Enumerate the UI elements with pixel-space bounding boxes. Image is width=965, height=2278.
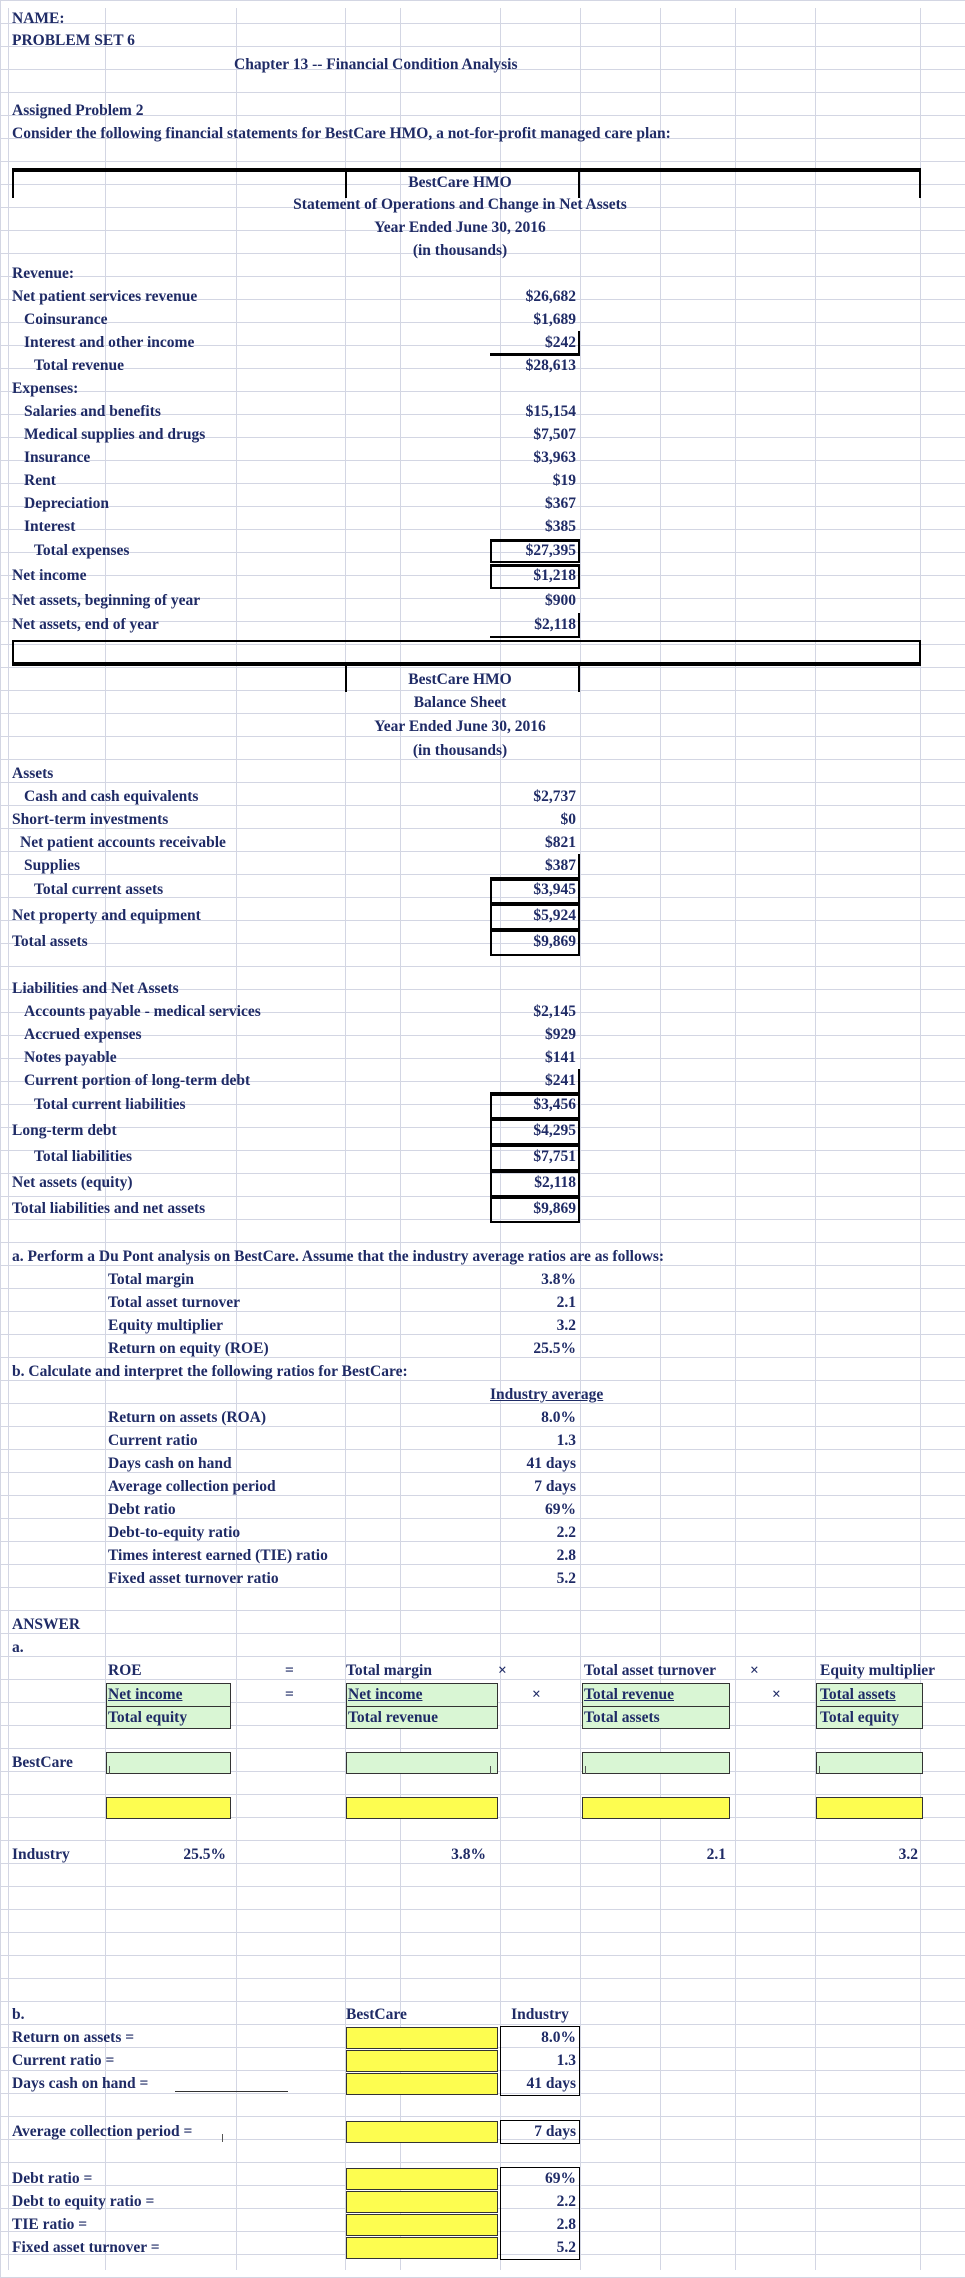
line-item-label: Total revenue	[34, 357, 124, 374]
line-item-label: Net income	[12, 567, 87, 584]
line-item-label: Total current liabilities	[34, 1096, 186, 1113]
b-row-label: Current ratio =	[12, 2052, 115, 2069]
subtotal-border	[490, 903, 580, 930]
line-item-value: $2,118	[534, 616, 576, 633]
line-item-value: $241	[545, 1072, 576, 1089]
formula-numerator: Net income	[348, 1686, 423, 1703]
line-item-value: $1,218	[533, 567, 576, 584]
ratio-value: 7 days	[534, 1478, 576, 1495]
line-item-value: $5,924	[533, 907, 576, 924]
b-bestcare-cell[interactable]	[346, 2073, 498, 2095]
problem-prompt: Consider the following financial statements for BestCare HMO, a not-for-profit managed care plan:	[12, 125, 671, 142]
b-row-label: Return on assets =	[12, 2029, 135, 2046]
b-bestcare-cell[interactable]	[346, 2191, 498, 2213]
grid-line	[815, 8, 816, 2270]
equals-sign: =	[285, 1686, 294, 1703]
b-industry-value: 1.3	[556, 2052, 576, 2069]
ratio-label: Total asset turnover	[108, 1294, 241, 1311]
bs-company: BestCare HMO	[408, 671, 512, 688]
subtotal-border	[490, 539, 580, 563]
line-item-label: Net property and equipment	[12, 907, 201, 924]
line-item-label: Total liabilities and net assets	[12, 1200, 206, 1217]
line-item-value: $9,869	[533, 1200, 576, 1217]
b-bestcare-cell[interactable]	[346, 2214, 498, 2236]
bestcare-label: BestCare	[12, 1754, 73, 1771]
line-item-value: $19	[552, 472, 576, 489]
subtotal-border	[490, 929, 580, 956]
ratio-value: 8.0%	[541, 1409, 576, 1426]
ratio-value: 69%	[545, 1501, 576, 1518]
industry-box	[500, 2026, 580, 2096]
dupont-head: Total margin	[346, 1662, 432, 1679]
b-bestcare-cell[interactable]	[346, 2237, 498, 2259]
line-item-value: $0	[560, 811, 576, 828]
ratio-value: 25.5%	[533, 1340, 576, 1357]
b-row-label: Fixed asset turnover =	[12, 2239, 160, 2256]
is-company: BestCare HMO	[408, 174, 512, 191]
b-industry-value: 2.8	[556, 2216, 576, 2233]
line-item-label: Cash and cash equivalents	[24, 788, 199, 805]
b-bestcare-cell[interactable]	[346, 2121, 498, 2143]
bestcare-turnover-result[interactable]	[582, 1797, 730, 1819]
ratio-value: 41 days	[526, 1455, 576, 1472]
grid-line	[660, 8, 661, 2270]
line-item-label: Current portion of long-term debt	[24, 1072, 251, 1089]
line-item-value: $900	[545, 592, 576, 609]
industry-value: 25.5%	[183, 1846, 226, 1863]
subtotal-border	[490, 331, 580, 356]
cell-marker	[585, 1766, 586, 1774]
line-item-value: $3,963	[533, 449, 576, 466]
line-item-label: Net assets (equity)	[12, 1174, 133, 1191]
industry-box	[500, 2120, 580, 2144]
formula-denominator: Total equity	[820, 1709, 900, 1726]
ratio-label: Return on equity (ROE)	[108, 1340, 269, 1357]
industry-average-header: Industry average	[490, 1386, 604, 1403]
line-item-value: $2,737	[533, 788, 576, 805]
line-item-value: $7,507	[533, 426, 576, 443]
subtotal-border	[490, 1118, 580, 1145]
line-item-label: Long-term debt	[12, 1122, 117, 1139]
question-a-text: a. Perform a Du Pont analysis on BestCare. Assume that the industry average ratios are as follows:	[12, 1248, 665, 1265]
ratio-label: Equity multiplier	[108, 1317, 223, 1334]
subtotal-border	[490, 854, 580, 879]
line-item-value: $385	[545, 518, 576, 535]
industry-value: 2.1	[706, 1846, 726, 1863]
line-item-label: Net patient accounts receivable	[20, 834, 226, 851]
industry-value: 3.8%	[451, 1846, 486, 1863]
ratio-label: Fixed asset turnover ratio	[108, 1570, 279, 1587]
grid-line	[8, 8, 9, 2270]
bestcare-multiplier-result[interactable]	[816, 1797, 923, 1819]
formula-numerator: Net income	[108, 1686, 183, 1703]
b-bestcare-cell[interactable]	[346, 2027, 498, 2049]
b-industry-value: 8.0%	[541, 2029, 576, 2046]
b-industry-value: 69%	[545, 2170, 576, 2187]
answer-a-label: a.	[12, 1639, 24, 1656]
chapter-title: Chapter 13 -- Financial Condition Analysis	[234, 56, 518, 73]
ratio-value: 2.2	[556, 1524, 576, 1541]
b-row-label: Average collection period =	[12, 2123, 193, 2140]
line-item-value: $2,145	[533, 1003, 576, 1020]
line-item-value: $821	[545, 834, 576, 851]
is-units: (in thousands)	[412, 242, 508, 259]
line-item-value: $4,295	[533, 1122, 576, 1139]
b-bestcare-cell[interactable]	[346, 2050, 498, 2072]
bestcare-margin-result[interactable]	[346, 1797, 498, 1819]
problem-title: Assigned Problem 2	[12, 102, 144, 119]
bs-statement: Balance Sheet	[413, 694, 507, 711]
line-item-value: $1,689	[533, 311, 576, 328]
subtotal-border	[490, 878, 580, 904]
revenue-heading: Revenue:	[12, 265, 74, 282]
line-item-value: $15,154	[525, 403, 576, 420]
bestcare-multiplier-input[interactable]	[816, 1752, 923, 1774]
subtotal-border	[490, 1196, 580, 1223]
bestcare-margin-input[interactable]	[346, 1752, 498, 1774]
subtotal-border	[490, 613, 580, 638]
industry-value: 3.2	[898, 1846, 918, 1863]
cell-marker	[819, 1766, 820, 1774]
line-item-value: $7,751	[533, 1148, 576, 1165]
ratio-label: Days cash on hand	[108, 1455, 232, 1472]
dupont-head: ROE	[108, 1662, 142, 1679]
b-industry-value: 2.2	[556, 2193, 576, 2210]
b-industry-value: 7 days	[534, 2123, 576, 2140]
bestcare-turnover-input[interactable]	[582, 1752, 730, 1774]
cell-marker	[222, 2134, 223, 2142]
b-industry-value: 41 days	[526, 2075, 576, 2092]
line-item-value: $3,456	[533, 1096, 576, 1113]
assets-heading: Assets	[12, 765, 54, 782]
formula-denominator: Total assets	[584, 1709, 660, 1726]
line-item-label: Rent	[24, 472, 56, 489]
grid-line	[580, 8, 581, 2270]
ratio-value: 2.8	[556, 1547, 576, 1564]
line-item-label: Notes payable	[24, 1049, 117, 1066]
ratio-value: 3.2	[556, 1317, 576, 1334]
ratio-label: Total margin	[108, 1271, 194, 1288]
liabilities-heading: Liabilities and Net Assets	[12, 980, 179, 997]
formula-numerator: Total revenue	[584, 1686, 674, 1703]
grid-line	[345, 8, 346, 2270]
ratio-label: Return on assets (ROA)	[108, 1409, 267, 1426]
subtotal-border	[490, 564, 580, 589]
formula-numerator: Total assets	[820, 1686, 896, 1703]
line-item-label: Insurance	[24, 449, 91, 466]
name-label: NAME:	[12, 10, 65, 27]
ratio-label: Current ratio	[108, 1432, 198, 1449]
subtotal-border	[490, 1069, 580, 1094]
line-item-value: $9,869	[533, 933, 576, 950]
line-item-label: Depreciation	[24, 495, 109, 512]
line-item-label: Accrued expenses	[24, 1026, 142, 1043]
line-item-label: Total current assets	[34, 881, 164, 898]
ratio-value: 1.3	[556, 1432, 576, 1449]
subtotal-border	[490, 1170, 580, 1197]
b-row-label: Debt ratio =	[12, 2170, 93, 2187]
industry-box	[500, 2167, 580, 2260]
title-row-box	[12, 640, 921, 664]
line-item-label: Total assets	[12, 933, 88, 950]
line-item-label: Salaries and benefits	[24, 403, 161, 420]
grid-line	[400, 8, 401, 2270]
bs-units: (in thousands)	[412, 742, 508, 759]
dupont-head: Total asset turnover	[584, 1662, 717, 1679]
times-sign: ×	[772, 1686, 781, 1703]
line-item-value: $242	[545, 334, 576, 351]
bestcare-roe-result[interactable]	[106, 1797, 231, 1819]
b-row-label: TIE ratio =	[12, 2216, 88, 2233]
line-item-label: Accounts payable - medical services	[24, 1003, 261, 1020]
times-sign: ×	[498, 1662, 507, 1679]
line-item-value: $387	[545, 857, 576, 874]
subtotal-border	[490, 1093, 580, 1119]
dupont-head: Equity multiplier	[820, 1662, 935, 1679]
line-item-label: Net assets, beginning of year	[12, 592, 201, 609]
formula-denominator: Total revenue	[348, 1709, 438, 1726]
cell-marker	[490, 1766, 491, 1774]
question-b-text: b. Calculate and interpret the following ratios for BestCare:	[12, 1363, 408, 1380]
b-row-label: Days cash on hand =	[12, 2075, 149, 2092]
is-statement: Statement of Operations and Change in Net Assets	[293, 196, 627, 213]
problem-set-label: PROBLEM SET 6	[12, 32, 135, 49]
line-item-value: $2,118	[534, 1174, 576, 1191]
cell-marker	[109, 1766, 110, 1774]
subtotal-border	[490, 1144, 580, 1171]
line-item-value: $929	[545, 1026, 576, 1043]
line-item-label: Net assets, end of year	[12, 616, 159, 633]
b-industry-header: Industry	[511, 2006, 569, 2023]
line-item-label: Total expenses	[34, 542, 130, 559]
line-item-value: $26,682	[525, 288, 576, 305]
line-item-label: Coinsurance	[24, 311, 108, 328]
expenses-heading: Expenses:	[12, 380, 79, 397]
line-item-label: Interest and other income	[24, 334, 195, 351]
bs-period: Year Ended June 30, 2016	[374, 718, 546, 735]
ratio-label: Average collection period	[108, 1478, 276, 1495]
answer-underline	[175, 2091, 288, 2092]
ratio-value: 5.2	[556, 1570, 576, 1587]
is-period: Year Ended June 30, 2016	[374, 219, 546, 236]
line-item-label: Interest	[24, 518, 76, 535]
b-bestcare-cell[interactable]	[346, 2168, 498, 2190]
line-item-label: Total liabilities	[34, 1148, 133, 1165]
grid-line	[735, 8, 736, 2270]
ratio-label: Times interest earned (TIE) ratio	[108, 1547, 328, 1564]
ratio-value: 3.8%	[541, 1271, 576, 1288]
bestcare-roe-input[interactable]	[106, 1752, 231, 1774]
industry-label: Industry	[12, 1846, 70, 1863]
line-item-value: $367	[545, 495, 576, 512]
b-industry-value: 5.2	[556, 2239, 576, 2256]
line-item-label: Supplies	[24, 857, 81, 874]
line-item-value: $141	[545, 1049, 576, 1066]
ratio-label: Debt ratio	[108, 1501, 176, 1518]
answer-b-label: b.	[12, 2006, 25, 2023]
times-sign: ×	[532, 1686, 541, 1703]
line-item-label: Net patient services revenue	[12, 288, 198, 305]
grid-line	[920, 8, 921, 2270]
line-item-label: Short-term investments	[12, 811, 169, 828]
b-bestcare-header: BestCare	[346, 2006, 407, 2023]
answer-title: ANSWER	[12, 1616, 81, 1633]
line-item-value: $3,945	[533, 881, 576, 898]
ratio-value: 2.1	[556, 1294, 576, 1311]
line-item-value: $28,613	[525, 357, 576, 374]
line-item-value: $27,395	[525, 542, 576, 559]
formula-denominator: Total equity	[108, 1709, 188, 1726]
times-sign: ×	[750, 1662, 759, 1679]
ratio-label: Debt-to-equity ratio	[108, 1524, 241, 1541]
b-row-label: Debt to equity ratio =	[12, 2193, 155, 2210]
grid-line	[236, 8, 237, 2270]
line-item-label: Medical supplies and drugs	[24, 426, 206, 443]
equals-sign: =	[285, 1662, 294, 1679]
